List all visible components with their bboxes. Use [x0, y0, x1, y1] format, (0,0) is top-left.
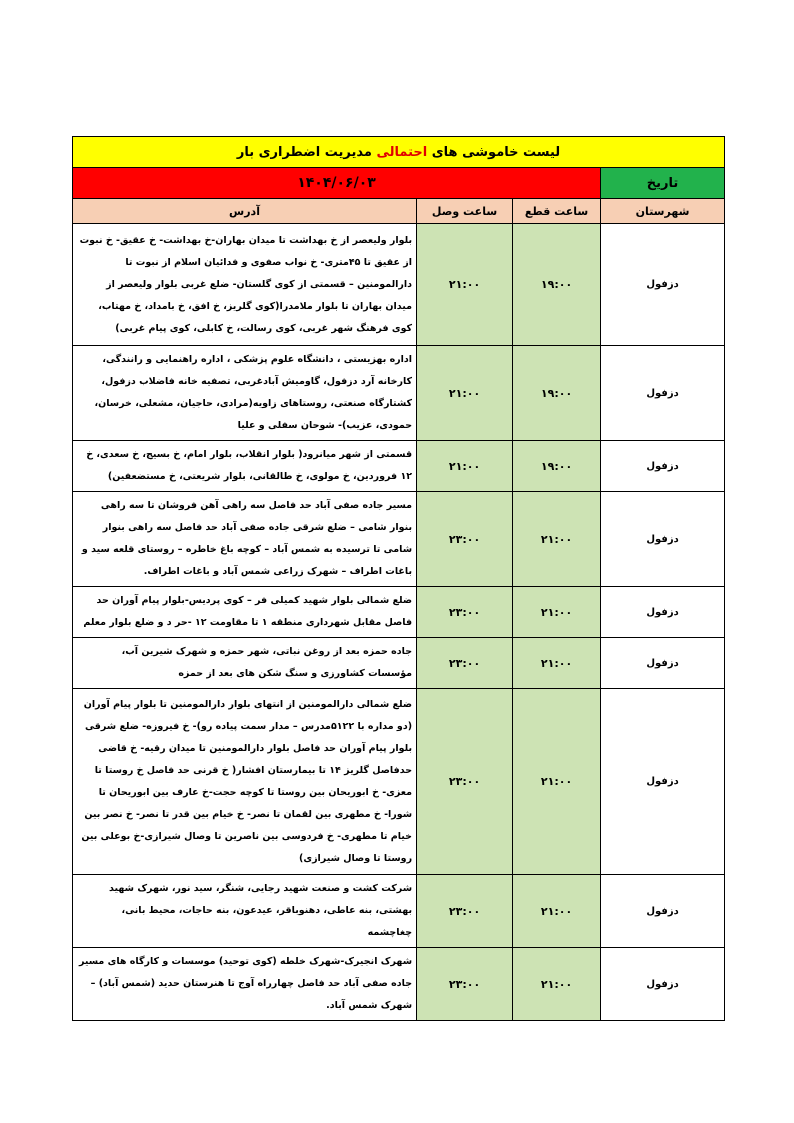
table-row	[73, 492, 725, 587]
cut-time-cell: ۲۱:۰۰	[513, 638, 601, 689]
city-cell: دزفول	[601, 638, 725, 689]
connect-time-cell: ۲۱:۰۰	[417, 346, 513, 441]
connect-time-cell: ۲۱:۰۰	[417, 224, 513, 346]
table-row	[73, 875, 725, 948]
connect-time-cell: ۲۱:۰۰	[417, 441, 513, 492]
connect-time-cell: ۲۳:۰۰	[417, 492, 513, 587]
cut-time-cell: ۲۱:۰۰	[513, 875, 601, 948]
address-cell: جاده حمزه بعد از روغن نباتی، شهر حمزه و شهرک شیرین آب، مؤسسات کشاورزی و سنگ شکن های بعد از حمزه	[73, 638, 417, 689]
header-row	[73, 199, 725, 224]
table-body	[73, 224, 725, 1021]
title-highlight: احتمالی	[376, 144, 428, 160]
address-cell: شهرک انجیرک-شهرک خلطه (کوی توحید) موسسات و کارگاه های مسیر جاده صفی آباد حد فاصل چهارراه آوج تا هنرستان حدید (شمس آباد) – شهرک شمس آباد.	[73, 948, 417, 1021]
title-prefix: لیست خاموشی های	[431, 144, 561, 160]
city-cell: دزفول	[601, 875, 725, 948]
date-label: تاریخ	[601, 168, 725, 199]
address-cell: مسیر جاده صفی آباد حد فاصل سه راهی آهن فروشان تا سه راهی بنوار شامی – ضلع شرقی جاده صفی آباد حد فاصل سه راهی بنوار شامی تا ترسیده به شمس آباد – کوچه باغ خاطره – روستای قلعه سید و باغات اطراف – شهرک زراعی شمس آباد و باغات اطراف.	[73, 492, 417, 587]
header-cut-time: ساعت قطع	[513, 199, 601, 224]
table-row	[73, 441, 725, 492]
table-row	[73, 948, 725, 1021]
address-cell: قسمتی از شهر میانرود( بلوار انقلاب، بلوار امام، خ بسیج، خ سعدی، خ ۱۲ فروردین، خ مولوی، خ طالقانی، بلوار شریعتی، خ مستضعفین)	[73, 441, 417, 492]
outage-table	[72, 136, 725, 1021]
cut-time-cell: ۲۱:۰۰	[513, 689, 601, 875]
city-cell: دزفول	[601, 224, 725, 346]
connect-time-cell: ۲۳:۰۰	[417, 587, 513, 638]
cut-time-cell: ۱۹:۰۰	[513, 224, 601, 346]
city-cell: دزفول	[601, 441, 725, 492]
header-connect-time: ساعت وصل	[417, 199, 513, 224]
connect-time-cell: ۲۳:۰۰	[417, 948, 513, 1021]
table-row	[73, 587, 725, 638]
address-cell: شرکت کشت و صنعت شهید رجایی، شنگر، سید نور، شهرک شهید بهشتی، بنه عاطی، دهنوباقر، عیدعون، بنه حاجات، محیط بانی، چغاچشمه	[73, 875, 417, 948]
city-cell: دزفول	[601, 587, 725, 638]
address-cell: اداره بهزیستی ، دانشگاه علوم پزشکی ، اداره راهنمایی و رانندگی، کارخانه آرد دزفول، گاومیش آبادغربی، تصفیه خانه فاضلاب دزفول، کشتارگاه صنعتی، روستاهای زاویه(مرادی، حاجیان، مشعلی، خرسان، حمودی، عزیب)- شوحان سفلی و علیا	[73, 346, 417, 441]
header-city: شهرستان	[601, 199, 725, 224]
city-cell: دزفول	[601, 492, 725, 587]
table-row	[73, 638, 725, 689]
address-cell: ضلع شمالی دارالمومنین از انتهای بلوار دارالمومنین تا بلوار پیام آوران (دو مداره با ۵۱۲۲مدرس – مدار سمت پیاده رو)- خ فیروزه- ضلع شرقی بلوار پیام آوران حد فاصل بلوار دارالمومنین تا میدان رقیه- خ قاضی حدفاصل گلریز ۱۴ تا بیمارستان افشار( خ قرنی حد فاصل خ روستا تا معزی- خ ابوریحان بین روستا تا کوچه حجت-خ عارف بین ابوریحان تا شورا- خ مطهری بین لقمان تا نصر- خ خیام بین قدر تا نصر- خ نصر بین خیام تا مطهری- خ فردوسی بین ناصرین تا وصال شیرازی-خ بوعلی بین روستا تا وصال شیرازی)	[73, 689, 417, 875]
title-suffix: مدیریت اضطراری بار	[236, 144, 372, 160]
table-row	[73, 346, 725, 441]
address-cell: ضلع شمالی بلوار شهید کمیلی فر – کوی پردیس-بلوار پیام آوران حد فاصل مقابل شهرداری منطقه ۱ تا مقاومت ۱۲ -حر د و ضلع بلوار معلم	[73, 587, 417, 638]
address-cell: بلوار ولیعصر از خ بهداشت تا میدان بهاران-خ بهداشت- خ عقیق- خ نبوت از عقیق تا ۴۵متری- خ نواب صفوی و فدائیان اسلام از نبوت تا دارالمومنین – قسمتی از کوی گلستان- ضلع غربی بلوار ولیعصر از میدان بهاران تا بلوار ملامدرا(کوی گلریز، خ افق، خ بامداد، خ مهتاب، کوی فرهنگ شهر غربی، کوی رسالت، خ کابلی، کوی پیام غربی)	[73, 224, 417, 346]
cut-time-cell: ۲۱:۰۰	[513, 587, 601, 638]
header-address: آدرس	[73, 199, 417, 224]
cut-time-cell: ۱۹:۰۰	[513, 346, 601, 441]
table-row	[73, 224, 725, 346]
connect-time-cell: ۲۳:۰۰	[417, 638, 513, 689]
city-cell: دزفول	[601, 689, 725, 875]
cut-time-cell: ۲۱:۰۰	[513, 492, 601, 587]
city-cell: دزفول	[601, 948, 725, 1021]
table-row	[73, 689, 725, 875]
outage-sheet	[72, 136, 724, 1021]
cut-time-cell: ۱۹:۰۰	[513, 441, 601, 492]
date-value: ۱۴۰۴/۰۶/۰۳	[73, 168, 601, 199]
cut-time-cell: ۲۱:۰۰	[513, 948, 601, 1021]
city-cell: دزفول	[601, 346, 725, 441]
page-title	[73, 137, 725, 168]
connect-time-cell: ۲۳:۰۰	[417, 875, 513, 948]
connect-time-cell: ۲۳:۰۰	[417, 689, 513, 875]
